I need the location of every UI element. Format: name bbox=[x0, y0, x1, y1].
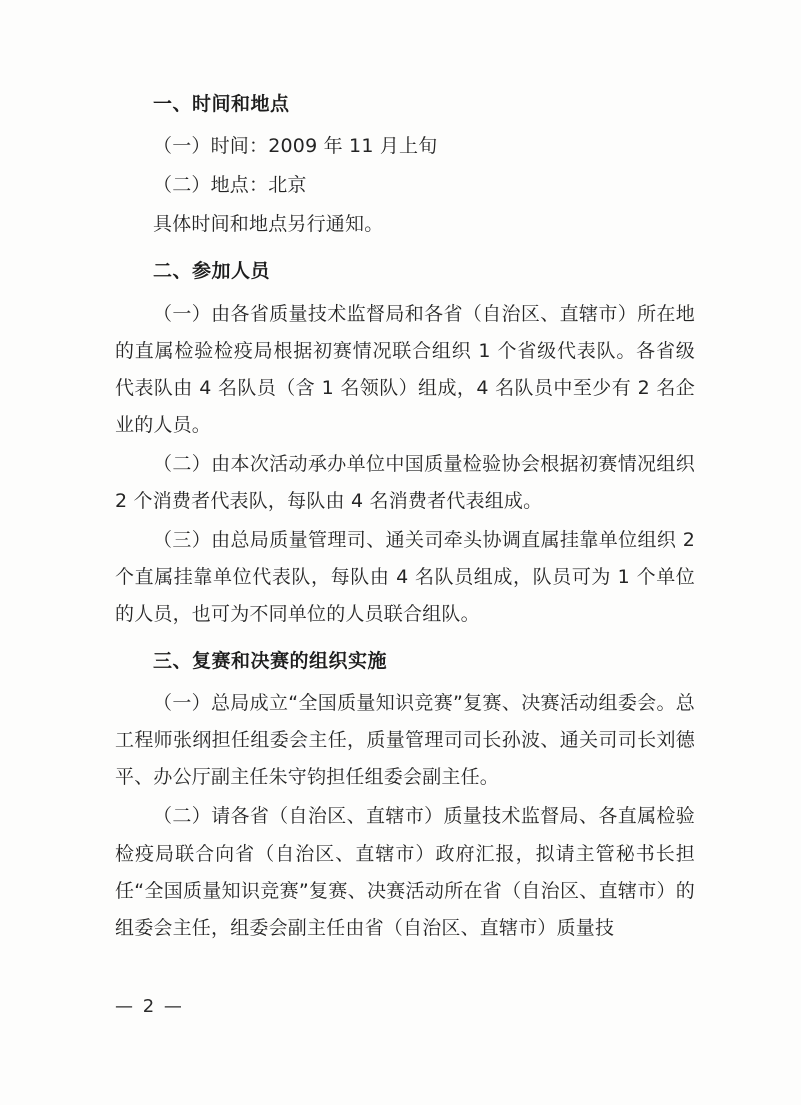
paragraph: （三）由总局质量管理司、通关司牵头协调直属挂靠单位组织 2 个直属挂靠单位代表队，每队由 4 名队员组成，队员可为 1 个单位的人员，也可为不同单位的人员联合组队。 bbox=[115, 528, 695, 626]
section-heading: 三、复赛和决赛的组织实施 bbox=[153, 650, 388, 673]
paragraph: （一）由各省质量技术监督局和各省（自治区、直辖市）所在地的直属检验检疫局根据初赛情况联合组织 1 个省级代表队。各省级代表队由 4 名队员（含 1 名领队）组成，4 名队员中至少有 2 名企业的人员。 bbox=[115, 302, 695, 436]
section-time-and-place bbox=[115, 88, 695, 243]
paragraph: （一）时间：2009 年 11 月上旬 bbox=[153, 135, 438, 158]
section-organization bbox=[115, 645, 695, 947]
section-participants bbox=[115, 255, 695, 633]
paragraph: （二）请各省（自治区、直辖市）质量技术监督局、各直属检验检疫局联合向省（自治区、直辖市）政府汇报，拟请主管秘书长担任“全国质量知识竞赛”复赛、决赛活动所在省（自治区、直辖市）的组委会主任，组委会副主任由省（自治区、直辖市）质量技 bbox=[115, 805, 695, 939]
paragraph: 具体时间和地点另行通知。 bbox=[153, 213, 384, 236]
section-heading: 二、参加人员 bbox=[153, 260, 271, 283]
page-number: — 2 — bbox=[115, 996, 184, 1017]
paragraph: （二）地点：北京 bbox=[153, 174, 307, 197]
paragraph: （一）总局成立“全国质量知识竞赛”复赛、决赛活动组委会。总工程师张纲担任组委会主任，质量管理司司长孙波、通关司司长刘德平、办公厅副主任朱守钧担任组委会副主任。 bbox=[115, 692, 695, 789]
paragraph: （二）由本次活动承办单位中国质量检验协会根据初赛情况组织 2 个消费者代表队，每队由 4 名消费者代表组成。 bbox=[115, 452, 695, 512]
section-heading: 一、时间和地点 bbox=[153, 93, 290, 115]
document-body bbox=[115, 88, 695, 953]
